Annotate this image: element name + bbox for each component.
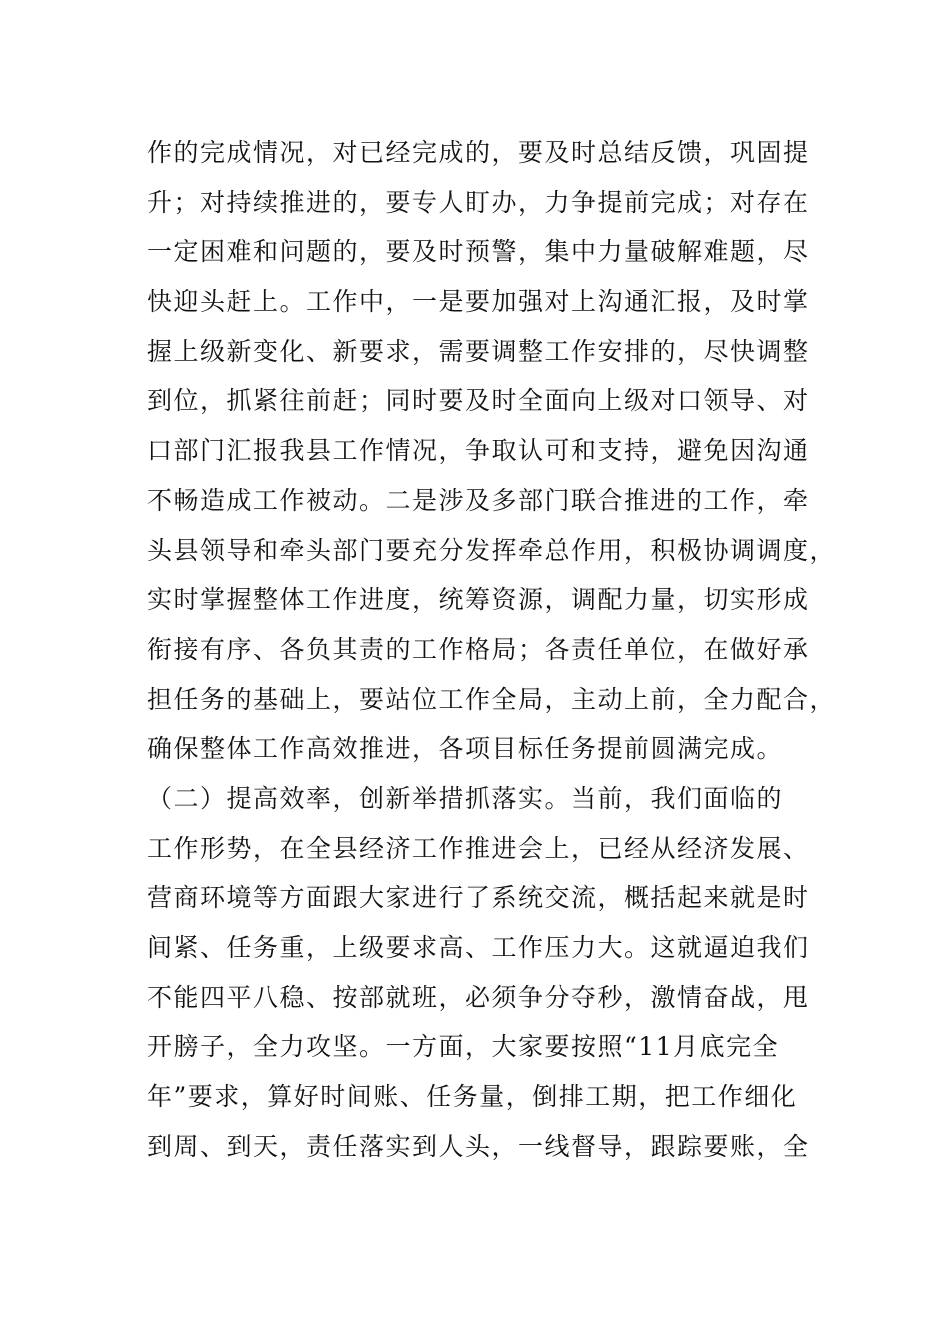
text-line: 不能四平八稳、按部就班，必须争分夺秒，激情奋战，甩 — [147, 982, 810, 1012]
text-line: 作的完成情况，对已经完成的，要及时总结反馈，巩固提 — [147, 138, 810, 167]
text-line: 衔接有序、各负其责的工作格局；各责任单位，在做好承 — [147, 634, 810, 664]
text-line: 到位，抓紧往前赶；同时要及时全面向上级对口领导、对 — [147, 386, 810, 416]
text-line: 年”要求，算好时间账、任务量，倒排工期，把工作细化 — [147, 1082, 798, 1112]
text-line: 口部门汇报我县工作情况，争取认可和支持，避免因沟通 — [147, 436, 810, 466]
text-line: 营商环境等方面跟大家进行了系统交流，概括起来就是时 — [147, 883, 810, 913]
text-line: 头县领导和牵头部门要充分发挥牵总作用，积极协调调度， — [147, 535, 837, 565]
text-line: 实时掌握整体工作进度，统筹资源，调配力量，切实形成 — [147, 585, 810, 615]
text-line: 握上级新变化、新要求，需要调整工作安排的，尽快调整 — [147, 336, 810, 366]
text-line: 间紧、任务重，上级要求高、工作压力大。这就逼迫我们 — [147, 933, 810, 962]
text-line: 一定困难和问题的，要及时预警，集中力量破解难题，尽 — [147, 237, 810, 267]
body-text — [147, 128, 837, 1171]
text-line: 开膀子，全力攻坚。一方面，大家要按照“11月底完全 — [147, 1032, 780, 1062]
text-line: （二）提高效率，创新举措抓落实。当前，我们面临的 — [147, 783, 784, 813]
text-line: 到周、到天，责任落实到人头，一线督导，跟踪要账，全 — [147, 1131, 810, 1161]
text-line: 确保整体工作高效推进，各项目标任务提前圆满完成。 — [147, 734, 784, 764]
text-line: 升；对持续推进的，要专人盯办，力争提前完成；对存在 — [147, 187, 810, 217]
text-line: 担任务的基础上，要站位工作全局，主动上前，全力配合， — [147, 684, 837, 714]
text-line: 快迎头赶上。工作中，一是要加强对上沟通汇报，及时掌 — [147, 287, 810, 317]
text-line: 不畅造成工作被动。二是涉及多部门联合推进的工作，牵 — [147, 485, 810, 515]
text-line: 工作形势，在全县经济工作推进会上，已经从经济发展、 — [147, 833, 810, 863]
